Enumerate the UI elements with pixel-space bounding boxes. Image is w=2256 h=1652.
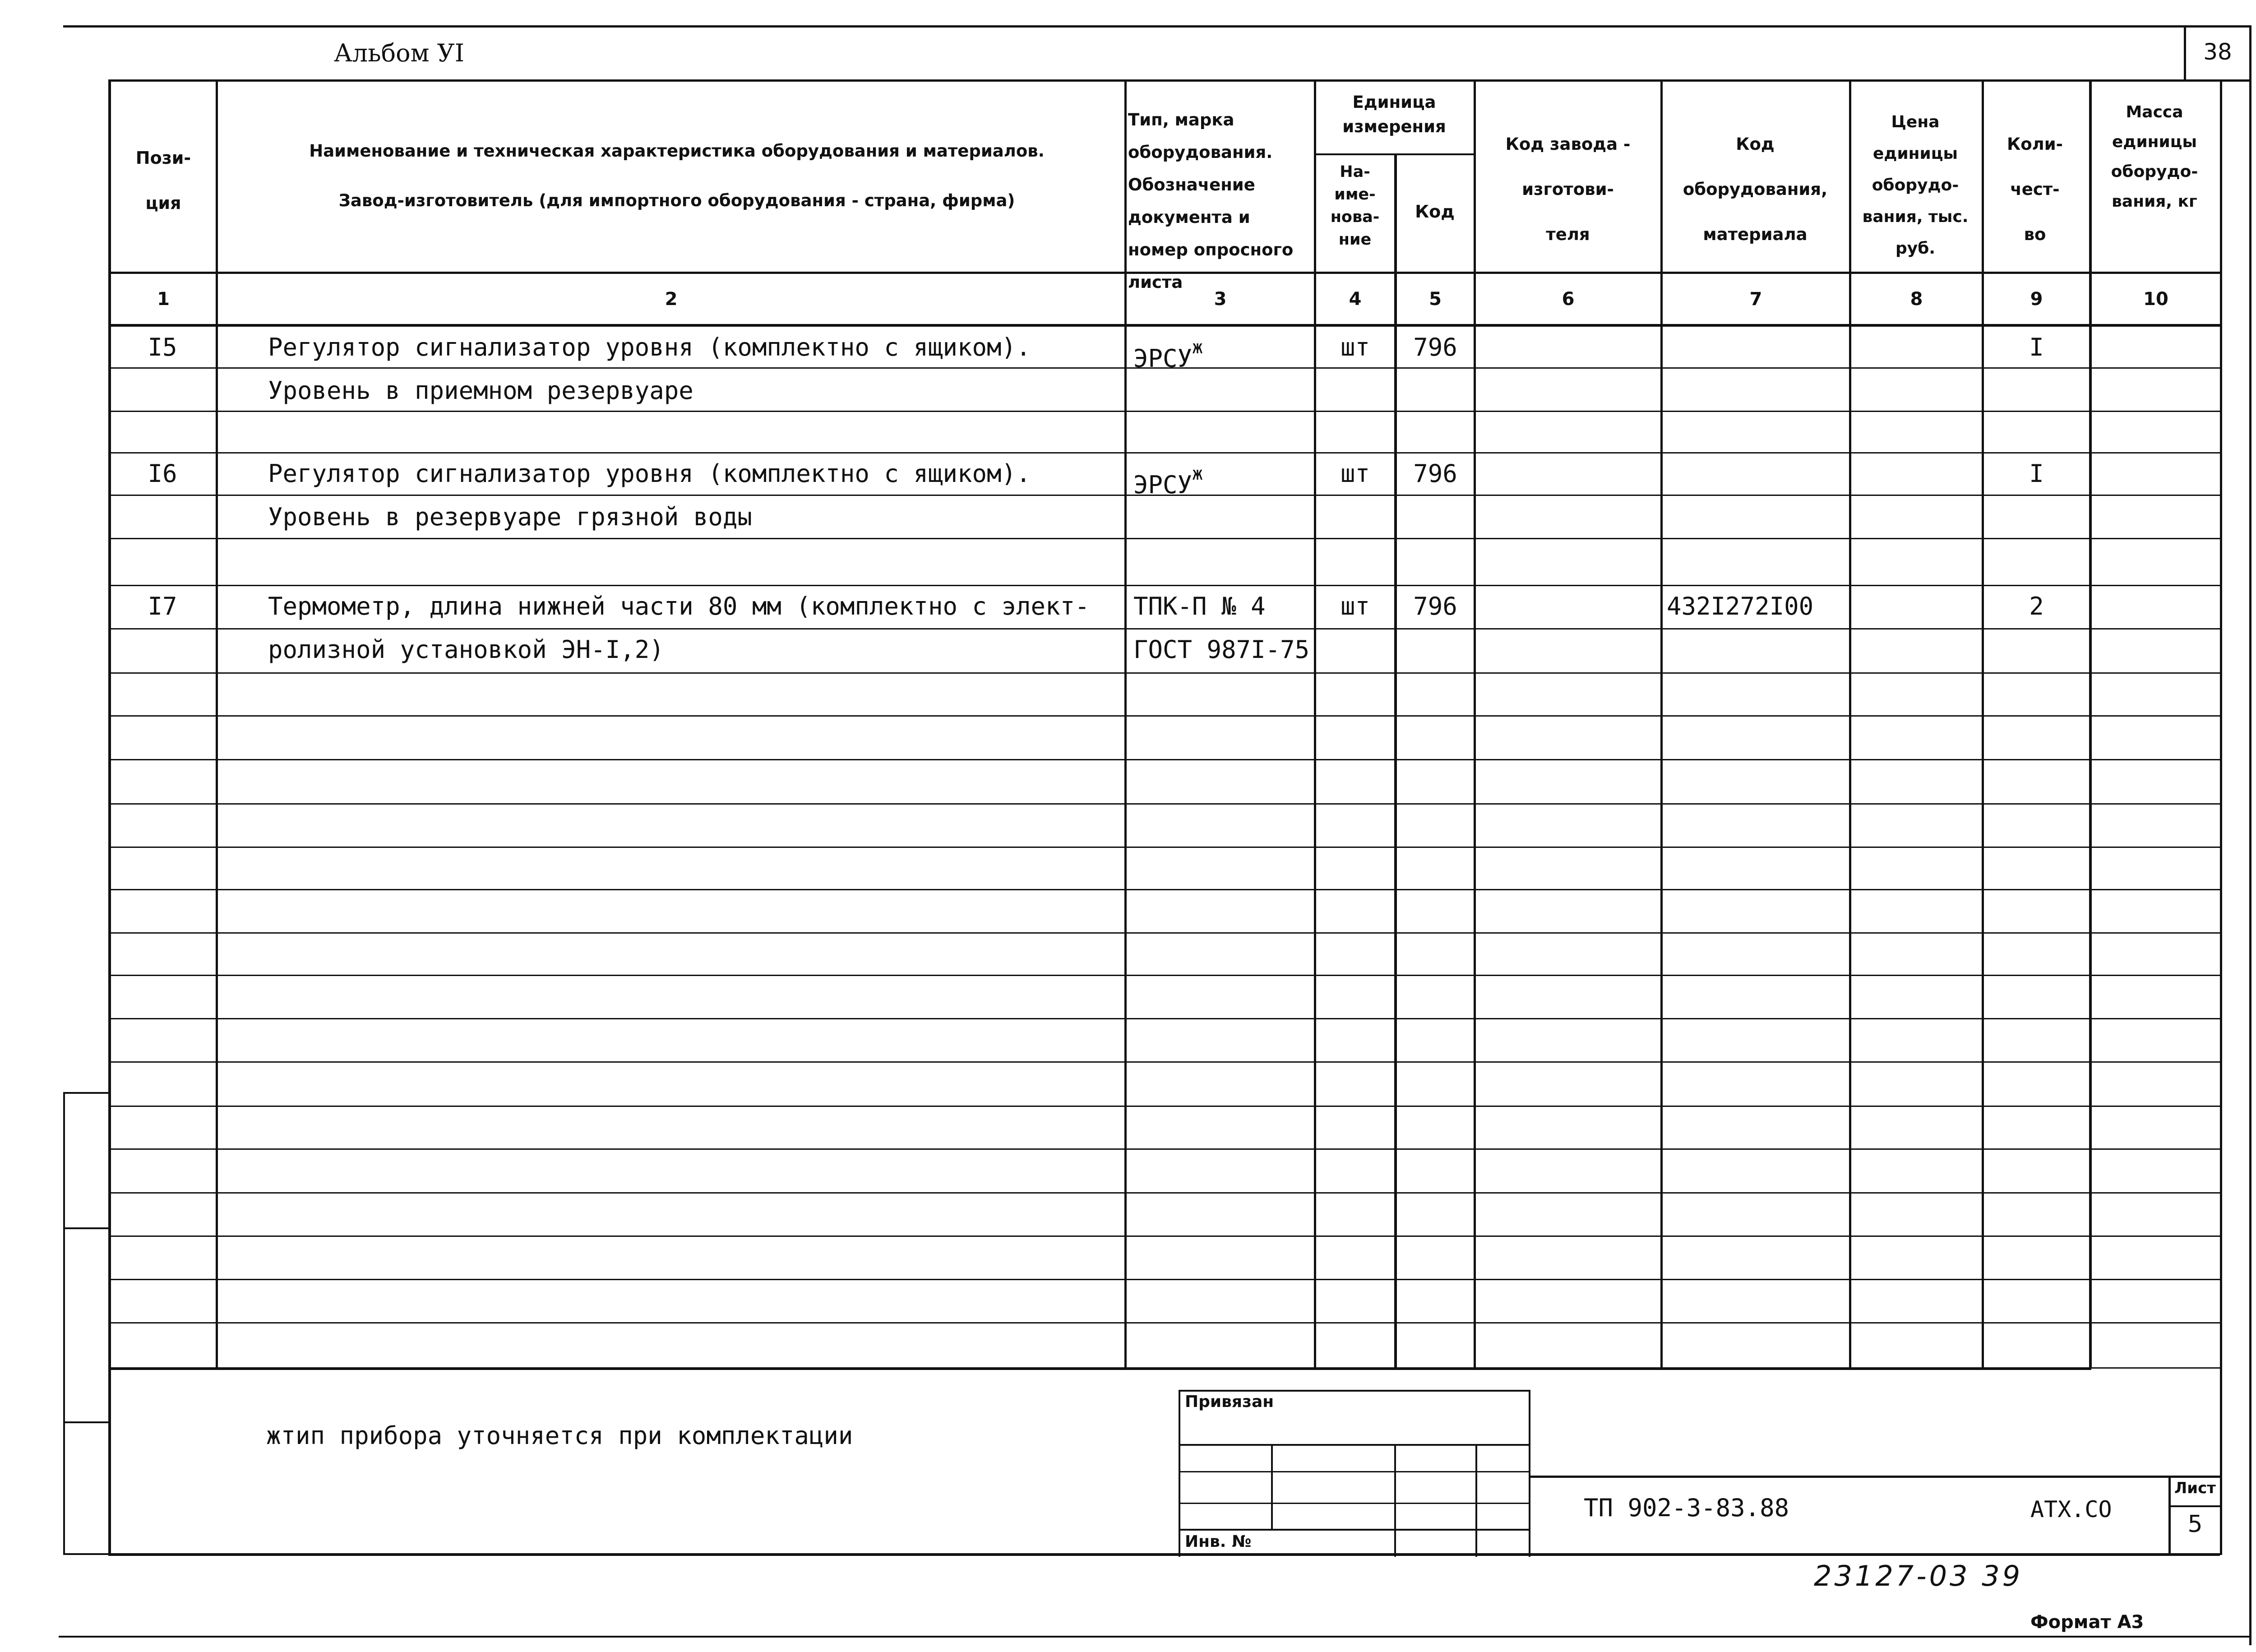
- col-header-mass: Масса единицы оборудо- вания, кг: [2111, 103, 2198, 211]
- col-header-name: Наименование и техническая характеристика оборудования и материалов. Завод-изготовитель (для импортного оборудования - страна, фирма): [309, 141, 1045, 210]
- format-label: Формат А3: [2030, 1612, 2144, 1633]
- stamp-bound-label: Привязан: [1185, 1393, 1274, 1411]
- cell-position: I6: [148, 459, 177, 488]
- sheet-box-divider: [2168, 1505, 2220, 1507]
- col-header-unit-name: На- име- нова- ние: [1330, 163, 1380, 249]
- cell-quantity: 2: [2029, 592, 2044, 620]
- col-number: 9: [2030, 289, 2043, 310]
- cell-quantity: I: [2029, 459, 2044, 488]
- cell-type-text: ЭРСУ: [1133, 471, 1193, 499]
- top-border: [63, 25, 2251, 28]
- cell-type: [1133, 452, 1203, 499]
- col-number: 3: [1214, 289, 1227, 310]
- cell-name: Регулятор сигнализатор уровня (комплектно с ящиком).: [268, 459, 1031, 488]
- cell-quantity: I: [2029, 333, 2044, 361]
- col-number: 2: [665, 289, 678, 310]
- col-number: 1: [157, 289, 170, 310]
- cell-name: Регулятор сигнализатор уровня (комплектно с ящиком).: [268, 333, 1031, 361]
- sheet-value: 5: [2187, 1511, 2203, 1538]
- cell-material-code: 432I272I00: [1667, 592, 1814, 620]
- margin-box-line: [63, 1553, 110, 1555]
- cell-unit: шт: [1340, 459, 1370, 488]
- table-body: [110, 326, 2214, 1358]
- footnote: жтип прибора уточняется при комплектации: [266, 1421, 853, 1450]
- table-row: [110, 369, 2214, 412]
- handwritten-number: 23127-03 39: [1814, 1559, 2023, 1592]
- stamp-line: [1529, 1390, 1530, 1557]
- table-row: [110, 628, 2214, 671]
- sheet-label: Лист: [2174, 1479, 2216, 1497]
- col-number: 4: [1349, 289, 1362, 310]
- cell-type: [1133, 326, 1203, 373]
- margin-box-line: [63, 1227, 110, 1229]
- cell-position: I5: [148, 333, 177, 361]
- col-header-maker-code: Код завода - изготови- теля: [1505, 134, 1631, 244]
- header-underline: [108, 79, 2251, 82]
- right-border: [2249, 25, 2251, 1645]
- bottom-frame-line: [108, 1553, 2220, 1556]
- cell-name: Уровень в резервуаре грязной воды: [268, 503, 752, 531]
- table-row: [110, 452, 2214, 499]
- table-right-border: [2220, 79, 2222, 1555]
- stamp-line: [1179, 1529, 1530, 1531]
- col-number: 5: [1429, 289, 1442, 310]
- margin-box-line: [63, 1092, 110, 1094]
- col-header-type: Тип, марка оборудования. Обозначение документа и номер опросного листа: [1128, 110, 1294, 292]
- cell-type-text: ЭРСУ: [1133, 344, 1193, 373]
- page-bottom-line: [59, 1636, 2251, 1638]
- cell-type-footnote-mark: ж: [1192, 337, 1203, 358]
- cell-code: 796: [1413, 333, 1457, 361]
- unit-group-title: Единица измерения: [1342, 93, 1446, 136]
- stamp-inv-label: Инв. №: [1185, 1532, 1252, 1551]
- cell-code: 796: [1413, 459, 1457, 488]
- col-header-quantity: Коли- чест- во: [2006, 134, 2063, 244]
- cell-position: I7: [148, 592, 177, 620]
- col-header-position: Пози- ция: [135, 148, 191, 213]
- cell-name: Термометр, длина нижней части 80 мм (комплектно с элект-: [268, 592, 1090, 620]
- stamp-line: [1179, 1471, 1530, 1472]
- margin-box-vline: [63, 1092, 65, 1554]
- cell-name: ролизной установкой ЭН-I,2): [268, 635, 664, 664]
- stamp-line: [1179, 1444, 1530, 1446]
- title-block-top: [1530, 1476, 2221, 1478]
- col-number: 10: [2143, 289, 2168, 310]
- cell-code: 796: [1413, 592, 1457, 620]
- doc-mark: АТХ.СО: [2030, 1496, 2112, 1522]
- cell-name: Уровень в приемном резервуаре: [268, 376, 693, 405]
- col-number: 8: [1910, 289, 1923, 310]
- cell-type-footnote-mark: ж: [1192, 463, 1203, 484]
- sheet-box-left: [2184, 25, 2186, 81]
- table-bottom-line-right: [2089, 1367, 2220, 1369]
- col-header-price: Цена единицы оборудо- вания, тыс. руб.: [1862, 113, 1969, 258]
- sheet-box-left: [2168, 1476, 2171, 1555]
- cell-unit: шт: [1340, 333, 1370, 361]
- table-bottom-line: [108, 1367, 2091, 1370]
- doc-code: ТП 902-3-83.88: [1584, 1494, 1789, 1522]
- col-header-unit-code: Код: [1415, 202, 1455, 222]
- sheet-number: 38: [2203, 39, 2232, 65]
- table-row: [110, 585, 2214, 628]
- col-header-material-code: Код оборудования, материала: [1683, 134, 1828, 244]
- album-title: Альбом УI: [334, 39, 465, 67]
- stamp-line: [1179, 1390, 1180, 1557]
- cell-type: ТПК-П № 4: [1133, 592, 1266, 620]
- margin-box-line: [63, 1421, 110, 1423]
- col-number: 7: [1749, 289, 1762, 310]
- table-row: [110, 495, 2214, 539]
- table-row: [110, 326, 2214, 373]
- cell-unit: шт: [1340, 592, 1370, 620]
- stamp-line: [1475, 1444, 1477, 1557]
- stamp-line: [1394, 1444, 1396, 1557]
- stamp-line: [1179, 1390, 1530, 1392]
- stamp-line: [1179, 1503, 1530, 1504]
- cell-type: ГОСТ 987I-75: [1133, 635, 1310, 664]
- stamp-line: [1271, 1444, 1273, 1530]
- col-number: 6: [1562, 289, 1575, 310]
